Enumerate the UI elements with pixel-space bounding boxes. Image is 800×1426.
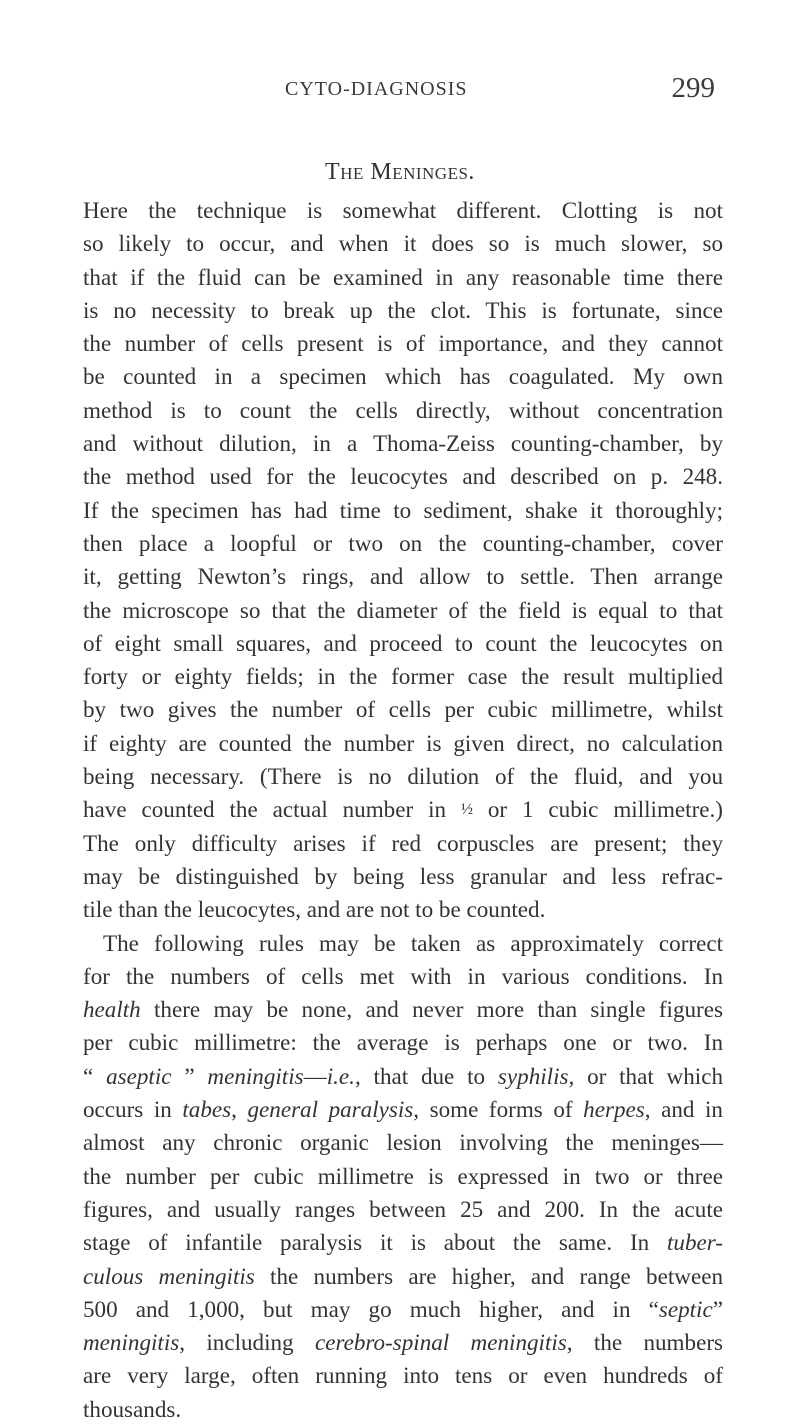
italic-text: meningitis — [207, 1062, 304, 1089]
text-run: , the numbers — [566, 1329, 723, 1356]
text-line — [83, 294, 723, 327]
text-run: there may be none, and never more than single figures — [140, 996, 723, 1023]
text-run: per cubic millimetre: the average is perhaps one or two. In — [83, 1029, 723, 1056]
italic-text: general paralysis — [247, 1096, 414, 1123]
text-run: , or that which — [568, 1062, 723, 1089]
text-run: tile than the leucocytes, and are not to be counted. — [83, 896, 546, 923]
text-run: be counted in a specimen which has coagulated. My own — [83, 363, 723, 390]
text-run: , some forms of — [413, 1096, 584, 1123]
text-line — [83, 327, 723, 360]
text-run: , — [231, 1096, 248, 1123]
text-line — [83, 1260, 723, 1293]
text-run: forty or eighty fields; in the former case the result multiplied — [83, 663, 723, 690]
text-run: Here the technique is somewhat different. Clotting is not — [83, 197, 723, 223]
text-run: stage of infantile paralysis it is about the same. In — [83, 1229, 668, 1256]
text-line — [83, 627, 723, 660]
text-line — [83, 1026, 723, 1059]
text-line — [83, 261, 723, 294]
text-line — [83, 827, 723, 860]
text-run: for the numbers of cells met with in various conditions. In — [83, 962, 723, 989]
text-line — [83, 1226, 723, 1259]
italic-text: septic — [658, 1295, 713, 1322]
text-line — [83, 1393, 723, 1426]
text-run: have counted the actual number in — [83, 796, 461, 823]
text-line — [83, 460, 723, 493]
text-line — [83, 360, 723, 393]
text-line — [83, 560, 723, 593]
text-run: the numbers are higher, and range between — [254, 1262, 723, 1289]
text-run: 500 and 1,000, but may go much higher, and in “ — [83, 1295, 659, 1322]
text-run: are very large, often running into tens or even hundreds of — [83, 1362, 723, 1389]
text-run: then place a loopful or two on the counting-chamber, cover — [83, 529, 723, 556]
text-run: , and in — [644, 1096, 723, 1123]
text-line — [83, 793, 723, 826]
text-line — [83, 860, 723, 893]
text-line — [83, 194, 723, 227]
text-line — [83, 893, 723, 926]
italic-text: cerebro-spinal meningitis — [314, 1329, 567, 1356]
text-run: ” — [171, 1062, 208, 1089]
text-run: method is to count the cells directly, without concentration — [83, 396, 723, 423]
text-run: if eighty are counted the number is given direct, no calculation — [83, 729, 723, 756]
italic-text: tuber- — [667, 1229, 723, 1256]
text-line — [83, 1093, 723, 1126]
text-line — [83, 427, 723, 460]
text-line — [83, 927, 723, 960]
text-line — [83, 527, 723, 560]
text-run: thousands. — [83, 1395, 182, 1422]
body-text — [83, 194, 723, 1426]
text-run: so likely to occur, and when it does so is much slower, so — [83, 230, 723, 257]
text-line — [83, 494, 723, 527]
italic-text: tabes — [182, 1096, 232, 1123]
text-line — [83, 660, 723, 693]
text-line — [83, 1326, 723, 1359]
text-run: almost any chronic organic lesion involving the meninges— — [83, 1129, 723, 1156]
text-run: by two gives the number of cells per cubic millimetre, whilst — [83, 696, 723, 723]
text-line — [83, 594, 723, 627]
text-run: — — [303, 1062, 327, 1089]
text-line — [83, 1293, 723, 1326]
italic-text: health — [83, 996, 141, 1023]
text-run: is no necessity to break up the clot. This is fortunate, since — [83, 296, 723, 323]
text-line — [83, 1160, 723, 1193]
italic-text: culous meningitis — [83, 1262, 255, 1289]
italic-text: herpes — [583, 1096, 645, 1123]
fraction-text: ½ — [460, 801, 473, 819]
text-line — [83, 1060, 723, 1093]
text-run: The only difficulty arises if red corpuscles are present; they — [83, 829, 723, 856]
text-run: the microscope so that the diameter of the field is equal to that — [83, 596, 723, 623]
text-line — [83, 1126, 723, 1159]
text-line — [83, 960, 723, 993]
italic-text: i.e. — [326, 1062, 355, 1089]
running-head — [285, 72, 715, 112]
text-line — [83, 1359, 723, 1392]
text-run: the number per cubic millimetre is expressed in two or three — [83, 1162, 723, 1189]
italic-text: syphilis — [497, 1062, 569, 1089]
text-run: and without dilution, in a Thoma-Zeiss counting-chamber, by — [83, 430, 723, 457]
text-line — [83, 693, 723, 726]
text-line — [83, 727, 723, 760]
running-title: CYTO-DIAGNOSIS — [285, 78, 468, 100]
text-line — [83, 227, 723, 260]
text-run: , that due to — [354, 1062, 498, 1089]
text-line — [83, 993, 723, 1026]
text-run: of eight small squares, and proceed to count the leucocytes on — [83, 629, 723, 656]
italic-text: aseptic — [106, 1062, 172, 1089]
page-number: 299 — [671, 72, 715, 104]
text-run: The following rules may be taken as approximately correct — [103, 929, 723, 956]
text-run: If the specimen has had time to sediment, shake it thoroughly; — [83, 496, 723, 523]
text-run: occurs in — [83, 1096, 183, 1123]
text-line — [83, 1193, 723, 1226]
text-run: figures, and usually ranges between 25 and 200. In the acute — [83, 1195, 723, 1222]
text-run: , including — [179, 1329, 315, 1356]
italic-text: meningitis — [83, 1329, 180, 1356]
text-run: may be distinguished by being less granular and less refrac- — [83, 862, 723, 889]
text-run: ” — [712, 1295, 723, 1322]
text-run: the number of cells present is of importance, and they cannot — [83, 330, 723, 357]
text-run: being necessary. (There is no dilution of the fluid, and you — [83, 763, 723, 790]
section-title: The Meninges. — [325, 159, 475, 185]
text-run: it, getting Newton’s rings, and allow to settle. Then arrange — [83, 563, 723, 590]
text-run: or 1 cubic millimetre.) — [472, 796, 723, 823]
text-run: that if the fluid can be examined in any reasonable time there — [83, 263, 723, 290]
text-line — [83, 760, 723, 793]
text-line — [83, 394, 723, 427]
text-run: the method used for the leucocytes and described on p. 248. — [83, 463, 723, 490]
text-run: “ — [83, 1062, 107, 1089]
